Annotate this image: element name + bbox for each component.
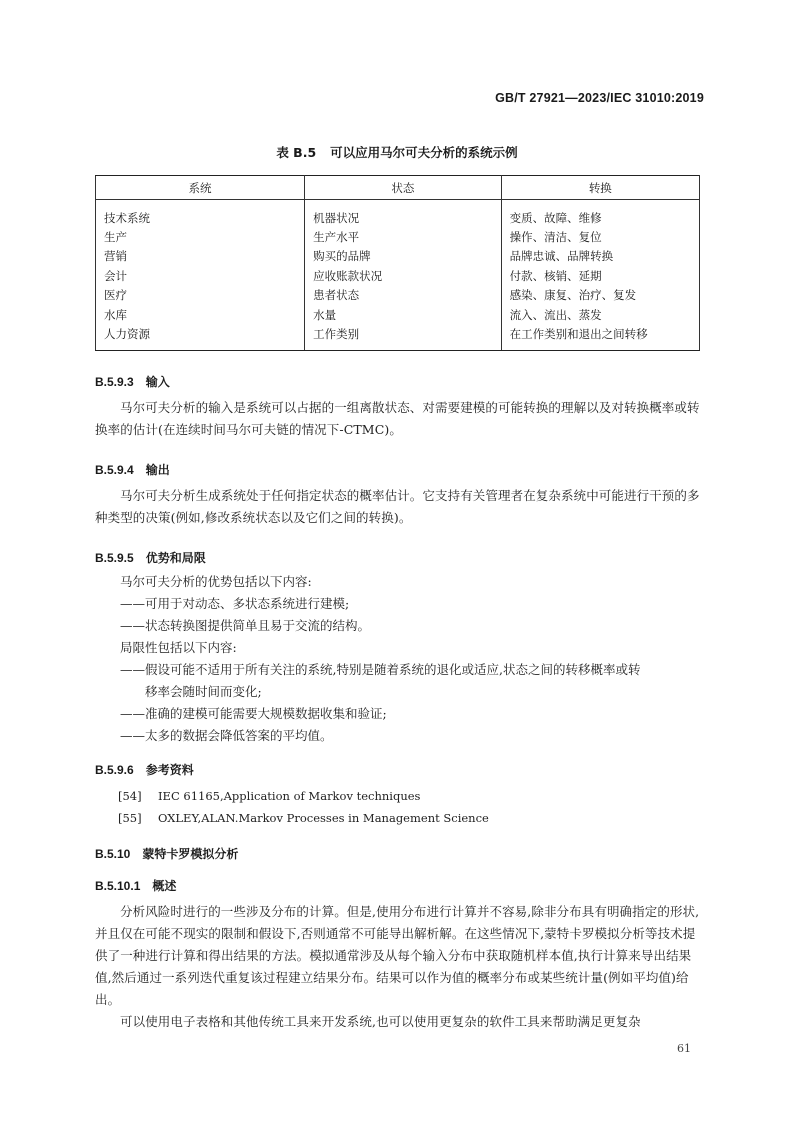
reference-number: [54] [118,789,142,803]
table-cell: 操作、清洁、复位 [501,227,699,246]
strengths-intro: 马尔可夫分析的优势包括以下内容: [120,574,312,589]
systems-table [95,175,700,351]
table-cell: 水量 [305,305,502,324]
table-row [96,305,700,324]
table-cell: 医疗 [96,286,305,305]
list-item-text: 状态转换图提供简单且易于交流的结构。 [145,618,371,633]
table-cell: 变质、故障、维修 [501,200,699,228]
table-cell: 生产水平 [305,227,502,246]
section-heading-b594 [95,461,170,478]
table-row [96,266,700,285]
list-item [120,593,349,615]
dash: —— [120,662,145,677]
table-cell: 工作类别 [305,324,502,350]
reference-item [118,811,489,825]
dash: —— [120,706,145,721]
reference-text: OXLEY,ALAN.Markov Processes in Management Science [158,811,489,825]
table-row [96,227,700,246]
header-state: 状态 [305,176,502,200]
section-heading-b5101 [95,877,176,894]
table-cell: 生产 [96,227,305,246]
table-cell: 流入、流出、蒸发 [501,305,699,324]
section-title: 优势和局限 [145,551,206,565]
standard-code: GB/T 27921—2023/IEC 31010:2019 [495,91,704,105]
section-number: B.5.9.4 [95,463,134,477]
section-title: 输出 [145,463,170,477]
reference-item [118,789,420,803]
list-item-text: 可用于对动态、多状态系统进行建模; [145,596,350,611]
paragraph-input: 马尔可夫分析的输入是系统可以占据的一组离散状态、对需要建模的可能转换的理解以及对转换概率或转换率的估计(在连续时间马尔可夫链的情况下-CTMC)。 [95,400,700,437]
table-cell: 品牌忠诚、品牌转换 [501,247,699,266]
list-item-continuation: 移率会随时间而变化; [145,684,262,699]
table-cell: 感染、康复、治疗、复发 [501,286,699,305]
section-heading-b595 [95,549,206,566]
list-item-text: 准确的建模可能需要大规模数据收集和验证; [145,706,387,721]
table-title [0,143,794,161]
limits-intro: 局限性包括以下内容: [120,640,237,655]
dash: —— [120,618,145,633]
section-heading-b510 [95,845,238,862]
section-heading-b593 [95,373,170,390]
table-cell: 购买的品牌 [305,247,502,266]
list-item [120,615,370,637]
table-cell: 技术系统 [96,200,305,228]
section-title: 蒙特卡罗模拟分析 [142,847,239,861]
header-transition: 转换 [501,176,699,200]
section-title: 参考资料 [145,763,194,777]
dash: —— [120,596,145,611]
section-number: B.5.10.1 [95,879,141,893]
list-item [120,659,640,681]
table-cell: 患者状态 [305,286,502,305]
section-number: B.5.9.6 [95,763,134,777]
header-system: 系统 [96,176,305,200]
table-row [96,200,700,228]
table-cell: 机器状况 [305,200,502,228]
table-cell: 应收账款状况 [305,266,502,285]
paragraph-overview: 分析风险时进行的一些涉及分布的计算。但是,使用分布进行计算并不容易,除非分布具有明确指定的形状,并且仅在可能不现实的限制和假设下,否则通常不可能导出解析解。在这些情况下,蒙特卡罗模拟分析等技术提供了一种进行计算和得出结果的方法。模拟通常涉及从每个输入分布中获取随机样本值,执行计算来导出结果值,然后通过一系列迭代重复该过程建立结果分布。结果可以作为值的概率分布或某些统计量(例如平均值)给出。 [95,904,700,1007]
table-cell: 付款、核销、延期 [501,266,699,285]
paragraph-output: 马尔可夫分析生成系统处于任何指定状态的概率估计。它支持有关管理者在复杂系统中可能进行干预的多种类型的决策(例如,修改系统状态以及它们之间的转换)。 [95,488,700,525]
reference-number: [55] [118,811,142,825]
section-title: 输入 [145,375,170,389]
table-cell: 水库 [96,305,305,324]
page-number: 61 [677,1042,691,1055]
list-item [120,725,333,747]
section-number: B.5.9.3 [95,375,134,389]
section-number: B.5.10 [95,847,131,861]
table-cell: 人力资源 [96,324,305,350]
paragraph-tools: 可以使用电子表格和其他传统工具来开发系统,也可以使用更复杂的软件工具来帮助满足更复杂 [120,1014,641,1029]
table-cell: 营销 [96,247,305,266]
dash: —— [120,728,145,743]
table-cell: 在工作类别和退出之间转移 [501,324,699,350]
section-title: 概述 [152,879,177,893]
table-row [96,286,700,305]
table-header-row [96,176,700,200]
list-item [120,703,387,725]
table-caption: 可以应用马尔可夫分析的系统示例 [330,145,518,160]
table-cell: 会计 [96,266,305,285]
list-item-text: 假设可能不适用于所有关注的系统,特别是随着系统的退化或适应,状态之间的转移概率或转 [145,662,641,677]
table-row [96,247,700,266]
section-heading-b596 [95,761,194,778]
section-number: B.5.9.5 [95,551,134,565]
list-item-text: 太多的数据会降低答案的平均值。 [145,728,333,743]
table-row [96,324,700,350]
table-number: 表 B.5 [276,145,317,160]
reference-text: IEC 61165,Application of Markov techniques [158,789,421,803]
